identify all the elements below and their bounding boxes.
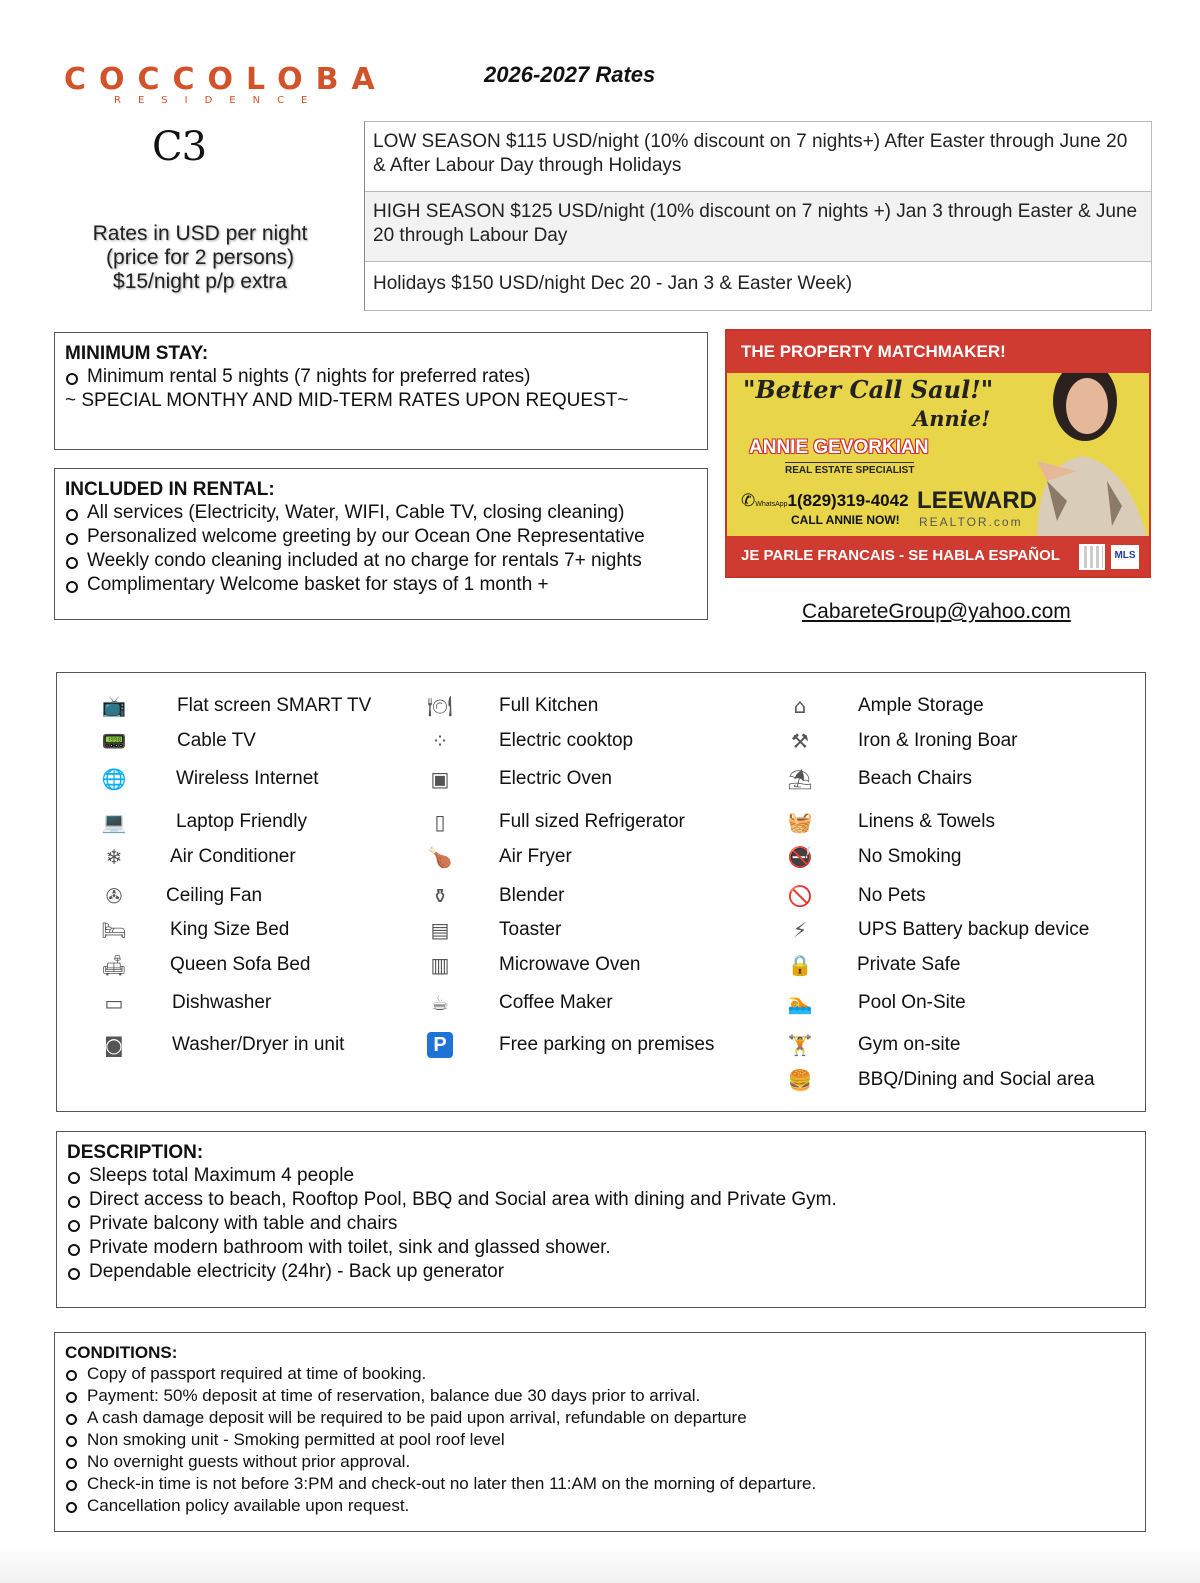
included-title: INCLUDED IN RENTAL: bbox=[65, 479, 275, 500]
realtor-advertisement[interactable] bbox=[725, 329, 1151, 578]
list-item: Payment: 50% deposit at time of reservation, balance due 30 days prior to arrival. bbox=[65, 1385, 1135, 1407]
brand-logo-subtitle: RESIDENCE bbox=[114, 95, 325, 106]
amenity-label: Laptop Friendly bbox=[176, 811, 307, 832]
amenity-label: Wireless Internet bbox=[176, 768, 319, 789]
amenity-label: BBQ/Dining and Social area bbox=[858, 1069, 1095, 1090]
list-item: All services (Electricity, Water, WIFI, Cable TV, closing cleaning) bbox=[65, 501, 697, 525]
ad-header: THE PROPERTY MATCHMAKER! bbox=[727, 331, 1149, 373]
amenity-label: Queen Sofa Bed bbox=[170, 954, 311, 975]
rates-note-line: Rates in USD per night bbox=[92, 222, 308, 245]
ad-quote: "Better Call Saul!" bbox=[743, 375, 994, 404]
battery-icon: ⚡ bbox=[792, 918, 808, 942]
amenity-label: Beach Chairs bbox=[858, 768, 973, 789]
list-item: Sleeps total Maximum 4 people bbox=[67, 1164, 1135, 1188]
swimmer-icon: 🏊 bbox=[787, 991, 813, 1015]
washer-icon: ◙ bbox=[104, 1033, 124, 1057]
laptop-icon: 💻 bbox=[101, 810, 127, 834]
call-to-action: CALL ANNIE NOW! bbox=[791, 513, 900, 527]
list-item: Check-in time is not before 3:PM and check-out no later then 11:AM on the morning of departure. bbox=[65, 1473, 1135, 1495]
amenity-label: King Size Bed bbox=[170, 919, 290, 940]
list-item: Cancellation policy available upon request. bbox=[65, 1495, 1135, 1517]
plate-icon: 🍽 bbox=[427, 694, 453, 718]
snowflake-icon: ❄ bbox=[105, 845, 123, 869]
realtor-title: REAL ESTATE SPECIALIST bbox=[785, 462, 914, 476]
blender-icon: ⚱ bbox=[431, 884, 449, 908]
fan-icon: ✇ bbox=[105, 884, 123, 908]
list-item: Complimentary Welcome basket for stays of 1 month + bbox=[65, 573, 697, 597]
beach-umbrella-icon: ⛱ bbox=[787, 767, 813, 791]
amenity-label: Flat screen SMART TV bbox=[177, 695, 372, 716]
list-item: Direct access to beach, Rooftop Pool, BBQ and Social area with dining and Private Gym. bbox=[67, 1188, 1135, 1212]
conditions-title: CONDITIONS: bbox=[65, 1343, 178, 1362]
oven-icon: ▣ bbox=[430, 767, 450, 791]
amenity-label: Washer/Dryer in unit bbox=[172, 1034, 345, 1055]
unit-code: C3 bbox=[152, 124, 207, 170]
description-title: DESCRIPTION: bbox=[67, 1142, 204, 1163]
iron-icon: ⚒ bbox=[791, 729, 809, 753]
whatsapp-label: WhatsApp bbox=[755, 501, 788, 508]
description-box bbox=[56, 1131, 1146, 1308]
included-in-rental-box bbox=[54, 468, 708, 620]
parking-icon: P bbox=[427, 1032, 453, 1058]
list-item: Copy of passport required at time of booking. bbox=[65, 1363, 1135, 1385]
refrigerator-icon: ▯ bbox=[434, 810, 446, 834]
leeward-logo-subtitle: REALTOR.com bbox=[919, 515, 1023, 529]
tv-icon: 📺 bbox=[101, 694, 127, 718]
page-title: 2026-2027 Rates bbox=[484, 62, 656, 87]
list-item: Dependable electricity (24hr) - Back up generator bbox=[67, 1260, 1135, 1284]
minimum-stay-note: ~ SPECIAL MONTHY AND MID-TERM RATES UPON REQUEST~ bbox=[65, 390, 629, 411]
sofa-icon: 🛋 bbox=[101, 953, 127, 977]
amenity-label: Electric Oven bbox=[499, 768, 612, 789]
list-item: Non smoking unit - Smoking permitted at pool roof level bbox=[65, 1429, 1135, 1451]
amenity-label: Coffee Maker bbox=[499, 992, 613, 1013]
amenity-label: UPS Battery backup device bbox=[858, 919, 1090, 940]
list-item: Minimum rental 5 nights (7 nights for preferred rates) bbox=[65, 365, 697, 389]
list-item: No overnight guests without prior approval. bbox=[65, 1451, 1135, 1473]
ad-quote-name: Annie! bbox=[913, 406, 991, 431]
amenity-label: Air Fryer bbox=[499, 846, 572, 867]
amenity-label: Electric cooktop bbox=[499, 730, 634, 751]
amenity-label: Air Conditioner bbox=[170, 846, 296, 867]
realtor-phone[interactable] bbox=[741, 491, 909, 511]
rates-note bbox=[60, 222, 340, 294]
amenity-label: Gym on-site bbox=[858, 1034, 961, 1055]
mls-badge: MLS bbox=[1111, 545, 1139, 569]
qr-code-icon bbox=[1079, 544, 1105, 570]
no-pets-icon: 🚫 bbox=[787, 884, 813, 908]
hanger-icon: ⌂ bbox=[793, 694, 807, 718]
dishwasher-icon: ▭ bbox=[104, 991, 124, 1015]
toaster-icon: ▤ bbox=[430, 918, 450, 942]
amenity-label: Linens & Towels bbox=[858, 811, 995, 832]
amenity-label: Full Kitchen bbox=[499, 695, 599, 716]
ad-footer: JE PARLE FRANCAIS - SE HABLA ESPAÑOL bbox=[727, 536, 1149, 576]
amenity-label: Free parking on premises bbox=[499, 1034, 715, 1055]
page-bottom-edge bbox=[0, 1545, 1200, 1583]
amenity-label: Cable TV bbox=[177, 730, 256, 751]
lock-icon: 🔒 bbox=[787, 953, 813, 977]
leeward-logo: LEEWARD bbox=[917, 487, 1037, 514]
rates-note-line: $15/night p/p extra bbox=[113, 270, 287, 293]
brand-logo: COCCOLOBA bbox=[64, 62, 388, 97]
amenities-box bbox=[56, 672, 1146, 1112]
rate-table bbox=[364, 121, 1152, 311]
globe-icon: 🌐 bbox=[101, 767, 127, 791]
bed-icon: 🛏 bbox=[101, 918, 127, 942]
amenity-label: Ample Storage bbox=[858, 695, 984, 716]
rate-row-holidays: Holidays $150 USD/night Dec 20 - Jan 3 & Easter Week) bbox=[373, 273, 853, 294]
burger-icon: 🍔 bbox=[787, 1068, 813, 1092]
list-item: Weekly condo cleaning included at no charge for rentals 7+ nights bbox=[65, 549, 697, 573]
minimum-stay-box bbox=[54, 332, 708, 450]
amenity-label: Iron & Ironing Boar bbox=[858, 730, 1018, 751]
cooktop-icon: ⁘ bbox=[431, 729, 449, 753]
whatsapp-icon: ✆ bbox=[741, 491, 756, 510]
microwave-icon: ▥ bbox=[430, 953, 450, 977]
realtor-name: ANNIE GEVORKIAN bbox=[749, 437, 929, 458]
minimum-stay-title: MINIMUM STAY: bbox=[65, 343, 209, 364]
list-item: A cash damage deposit will be required to be paid upon arrival, refundable on departure bbox=[65, 1407, 1135, 1429]
amenity-label: Blender bbox=[499, 885, 565, 906]
coffee-icon: ☕ bbox=[431, 991, 449, 1015]
list-item: Private balcony with table and chairs bbox=[67, 1212, 1135, 1236]
rate-row-high-season: HIGH SEASON $125 USD/night (10% discount on 7 nights +) Jan 3 through Easter & June 20 through Labour Day bbox=[365, 192, 1151, 262]
list-item: Personalized welcome greeting by our Ocean One Representative bbox=[65, 525, 697, 549]
cable-tv-icon: 📟 bbox=[101, 729, 127, 753]
amenity-label: Toaster bbox=[499, 919, 562, 940]
conditions-box bbox=[54, 1332, 1146, 1532]
amenity-label: Microwave Oven bbox=[499, 954, 641, 975]
no-smoking-icon: 🚭 bbox=[787, 845, 813, 869]
amenity-label: No Pets bbox=[858, 885, 926, 906]
basket-icon: 🧺 bbox=[787, 810, 813, 834]
rates-note-line: (price for 2 persons) bbox=[106, 246, 294, 269]
phone-number: 1(829)319-4042 bbox=[787, 491, 909, 510]
weightlifter-icon: 🏋 bbox=[787, 1033, 813, 1057]
rate-row-low-season: LOW SEASON $115 USD/night (10% discount on 7 nights+) After Easter through June 20 & After Labour Day through Holidays bbox=[365, 122, 1151, 192]
amenity-label: Full sized Refrigerator bbox=[499, 811, 685, 832]
amenity-label: Private Safe bbox=[857, 954, 961, 975]
amenity-label: Pool On-Site bbox=[858, 992, 966, 1013]
contact-email-link[interactable]: CabareteGroup@yahoo.com bbox=[802, 600, 1071, 623]
drumstick-icon: 🍗 bbox=[427, 845, 453, 869]
list-item: Private modern bathroom with toilet, sink and glassed shower. bbox=[67, 1236, 1135, 1260]
amenity-label: No Smoking bbox=[858, 846, 962, 867]
amenity-label: Dishwasher bbox=[172, 992, 272, 1013]
amenity-label: Ceiling Fan bbox=[166, 885, 263, 906]
